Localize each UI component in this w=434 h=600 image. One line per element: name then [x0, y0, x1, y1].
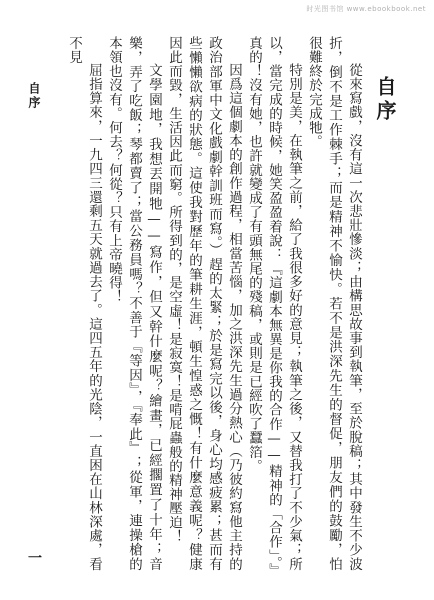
running-header: 自序	[27, 82, 41, 110]
paragraph-3: 因爲這個劇本的創作過程，相當苦惱，加之洪深先生過分熱心（乃彼約寫他主持的政治部軍中文化戲劇幹訓班而寫。）趕的太緊；於是寫完以後，身心均感疲累；甚而有些懶懶欲病的狀態。這使我對歷年的筆耕生涯，頓生惶惑之慨！有什麼意義呢？健康因此而毀，生活因此而窮。所得到的，是空虛！是寂寞！是啃屁蟲般的精神壓迫！	[166, 36, 242, 571]
page-title: 自序	[373, 76, 397, 124]
paragraph-4: 文學園地，我想丟開牠——寫作，但又幹什麼呢？繪畫，已經擱置了十年；音樂，弄了吃飯；琴都賣了；當公務員嗎？不善于『等因』，『奉此』；從軍，連操槍的本領也沒有。何去？何從？只有上帝曉得！	[106, 36, 162, 571]
watermark-text: 时光图书馆 www.ebookbook.net	[306, 5, 426, 13]
paragraph-5: 屈指算來，一九四三還剩五天就過去了。這四五年的光陰，一直困在山林深處，看不見	[66, 36, 102, 571]
preface-text-block	[64, 36, 396, 571]
paragraph-2: 特別是美，在執筆之前，給了我很多好的意見；執筆之後，又替我打了不少氣；所以，當完成的時候，她笑盈盈着說：『這劇本無異是你我的合作——精神的「合作」。』真的！沒有她，也許就變成了有頭無尾的殘稿，或則是已經吹了蠶箔。	[246, 36, 302, 571]
paragraph-1: 從來寫戲，沒有這一次悲壯慘淡；由構思故事到執筆，至於脫稿；其中發生不少波折，倒不是工作棘手；而是精神不愉快。若不是洪深先生的督促，朋友們的鼓勵，怕很難終於完成牠。	[306, 36, 362, 571]
page-number: 一	[28, 551, 42, 567]
